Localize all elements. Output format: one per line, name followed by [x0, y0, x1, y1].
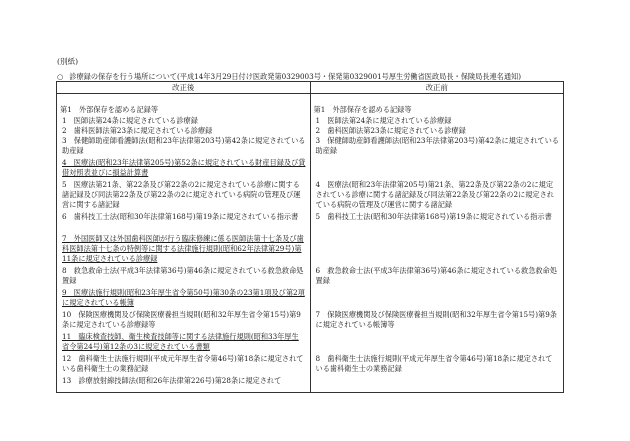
before-item-1: 1 医師法第24条に規定されている診療録: [315, 116, 452, 125]
after-content: [57, 94, 310, 392]
after-item-11: 11 臨床検査技師、衛生検査技師等に関する法律施行規則(昭和33年厚生省令第24号)第12条の3に規定されている書類: [62, 332, 299, 351]
before-heading: 第1 外部保存を認める記録等: [313, 105, 412, 114]
after-column-header: 改正後: [57, 82, 311, 94]
after-item-8: 8 救急救命士法(平成3年法律第36号)第46条に規定されている救急救命処置録: [62, 266, 304, 285]
circle-bullet-icon: ○: [57, 72, 64, 81]
after-item-4: 4 医療法(昭和23年法律第205号)第52条に規定されている財産目録及び貸借対照表並びに損益計算書: [62, 158, 306, 177]
attachment-label: (別紙): [57, 57, 79, 66]
after-item-7: 7 外国医師又は外国歯科医師が行う臨床修練に係る医師法第十七条及び歯科医師法第十七条の特例等に関する法律施行規則(昭和62年法律第29号)第11条に規定されている診療録: [62, 234, 304, 263]
before-item-4: 4 医療法(昭和23年法律第205号)第21条、第22条及び第22条の2に規定されている診療に関する諸記録及び同法第22条及び第22条の2に規定されている病院の管理及び運営に関する諸記録: [315, 180, 554, 209]
before-column: [310, 94, 564, 393]
after-heading: 第1 外部保存を認める記録等: [60, 105, 159, 114]
before-item-2: 2 歯科医師法第23条に規定されている診療録: [315, 126, 466, 135]
after-item-2: 2 歯科医師法第23条に規定されている診療録: [62, 126, 213, 135]
before-content: [311, 94, 564, 392]
before-item-7: 7 保険医療機関及び保険医療養担当規則(昭和32年厚生省令第15号)第9条に規定されている帳簿等: [315, 310, 557, 329]
before-item-8: 8 歯科衛生士法施行規則(平成元年厚生省令第46号)第18条に規定されている歯科衛生士の業務記録: [315, 354, 553, 373]
after-item-6: 6 歯科技工士法(昭和30年法律第168号)第19条に規定されている指示書: [62, 212, 299, 221]
before-item-5: 5 歯科技工士法(昭和30年法律第168号)第19条に規定されている指示書: [315, 212, 552, 221]
before-column-header: 改正前: [310, 82, 564, 94]
before-item-3: 3 保健師助産師看護師法(昭和23年法律第203号)第42条に規定されている助産録: [315, 136, 559, 155]
notice-title: 診療録の保存を行う場所について(平成14年3月29日付け医政発第0329003号・保発第0329001号厚生労働省医政局長・保険局長連名通知): [69, 72, 522, 81]
after-item-12: 12 歯科衛生士法施行規則(平成元年厚生省令第46号)第18条に規定されている歯科衛生士の業務記録: [62, 354, 304, 373]
before-item-6: 6 救急救命士法(平成3年法律第36号)第46条に規定されている救急救命処置録: [315, 266, 557, 285]
after-item-3: 3 保健師助産師看護師法(昭和23年法律第203号)第42条に規定されている助産録: [62, 136, 306, 155]
after-item-10: 10 保険医療機関及び保険医療養担当規則(昭和32年厚生省令第15号)第9条に規定されている診療録等: [62, 310, 301, 329]
after-item-1: 1 医師法第24条に規定されている診療録: [62, 116, 198, 125]
after-item-5: 5 医療法第21条、第22条及び第22条の2に規定されている診療に関する諸記録及び同法第22条及び第22条の2に規定されている病院の管理及び運営に関する諸記録: [62, 180, 301, 209]
after-column: [57, 94, 311, 393]
after-item-9: 9 医療法施行規則(昭和23年厚生省令第50号)第30条の23第1項及び第2項に規定されている帳簿: [62, 288, 305, 307]
after-item-13: 13 診療放射線技師法(昭和26年法律第226号)第28条に規定されて: [62, 376, 282, 385]
comparison-table: [56, 81, 564, 393]
